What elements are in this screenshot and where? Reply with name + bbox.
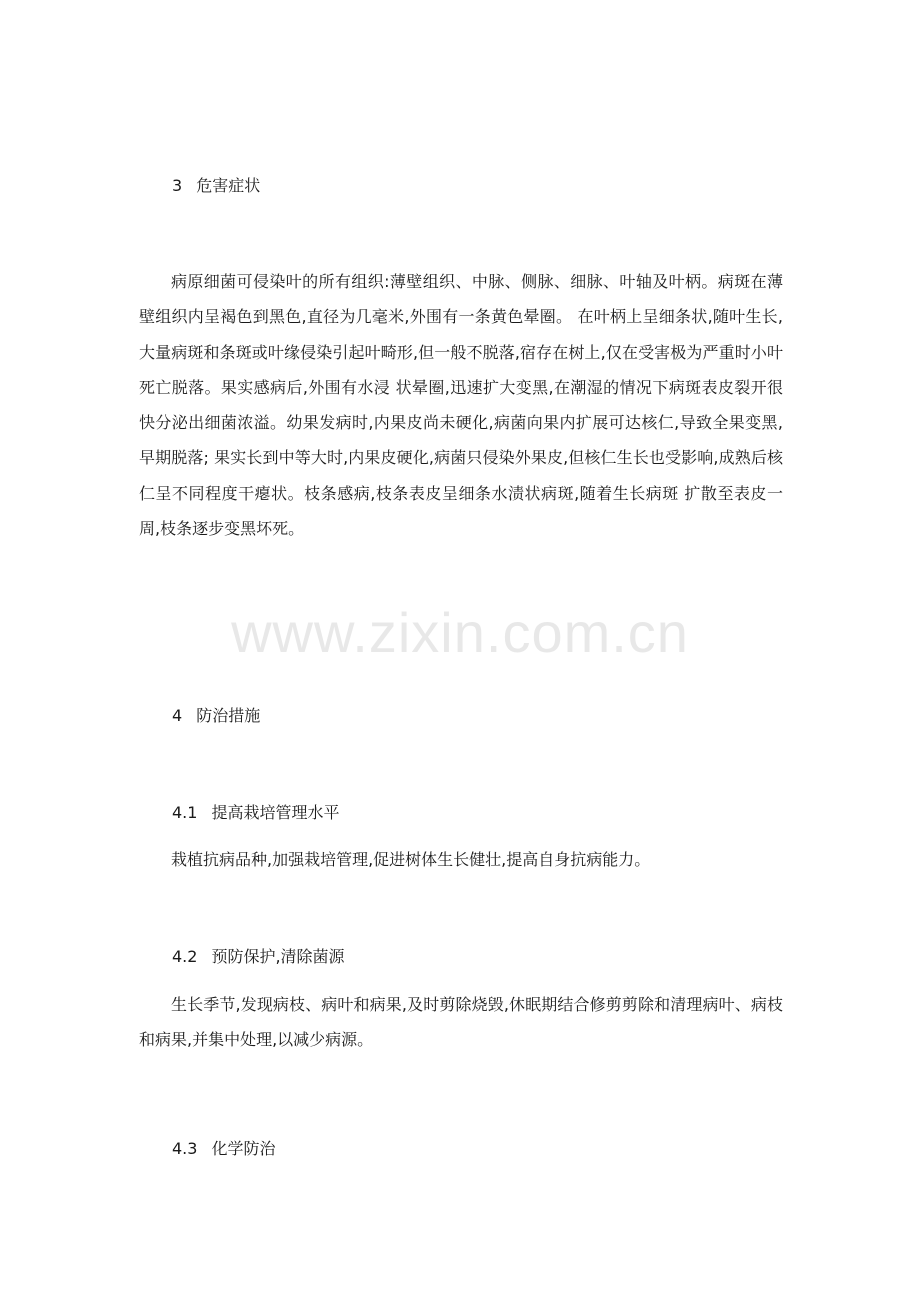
section-title: 危害症状 xyxy=(196,176,261,195)
section-number: 4 xyxy=(172,706,183,725)
section-heading-3 xyxy=(172,174,260,198)
section-number: 4.2 xyxy=(172,947,198,966)
paragraph-cultivation: 栽植抗病品种,加强栽培管理,促进树体生长健壮,提高自身抗病能力。 xyxy=(171,850,651,869)
watermark: www.zixin.com.cn xyxy=(231,601,689,664)
section-title: 提高栽培管理水平 xyxy=(211,803,340,822)
section-title: 预防保护,清除菌源 xyxy=(211,947,345,966)
section-number: 4.3 xyxy=(172,1139,198,1158)
section-heading-4-3 xyxy=(172,1137,275,1161)
section-heading-4 xyxy=(172,704,260,728)
section-title: 防治措施 xyxy=(196,706,261,725)
section-heading-4-1 xyxy=(172,801,339,825)
section-number: 3 xyxy=(172,176,183,195)
paragraph-protection: 生长季节,发现病枝、病叶和病果,及时剪除烧毁,休眠期结合修剪剪除和清理病叶、病枝和病果,并集中处理,以减少病源。 xyxy=(139,995,783,1050)
section-number: 4.1 xyxy=(172,803,198,822)
section-title: 化学防治 xyxy=(211,1139,276,1158)
paragraph-symptoms: 病原细菌可侵染叶的所有组织:薄壁组织、中脉、侧脉、细脉、叶轴及叶柄。病斑在薄壁组织内呈褐色到黑色,直径为几毫米,外围有一条黄色晕圈。 在叶柄上呈细条状,随叶生长,大量病斑和条斑或叶缘侵染引起叶畸形,但一般不脱落,宿存在树上,仅在受害极为严重时小叶死亡脱落。果实感病后,外围有水浸 状晕圈,迅速扩大变黑,在潮湿的情况下病斑表皮裂开很快分泌出细菌浓溢。幼果发病时,内果皮尚未硬化,病菌向果内扩展可达核仁,导致全果变黑,早期脱落; 果实长到中等大时,内果皮硬化,病菌只侵染外果皮,但核仁生长也受影响,成熟后核仁呈不同程度干瘪状。枝条感病,枝条表皮呈细条水渍状病斑,随着生长病斑 扩散至表皮一周,枝条逐步变黑坏死。 xyxy=(139,272,783,539)
section-heading-4-2 xyxy=(172,945,345,969)
